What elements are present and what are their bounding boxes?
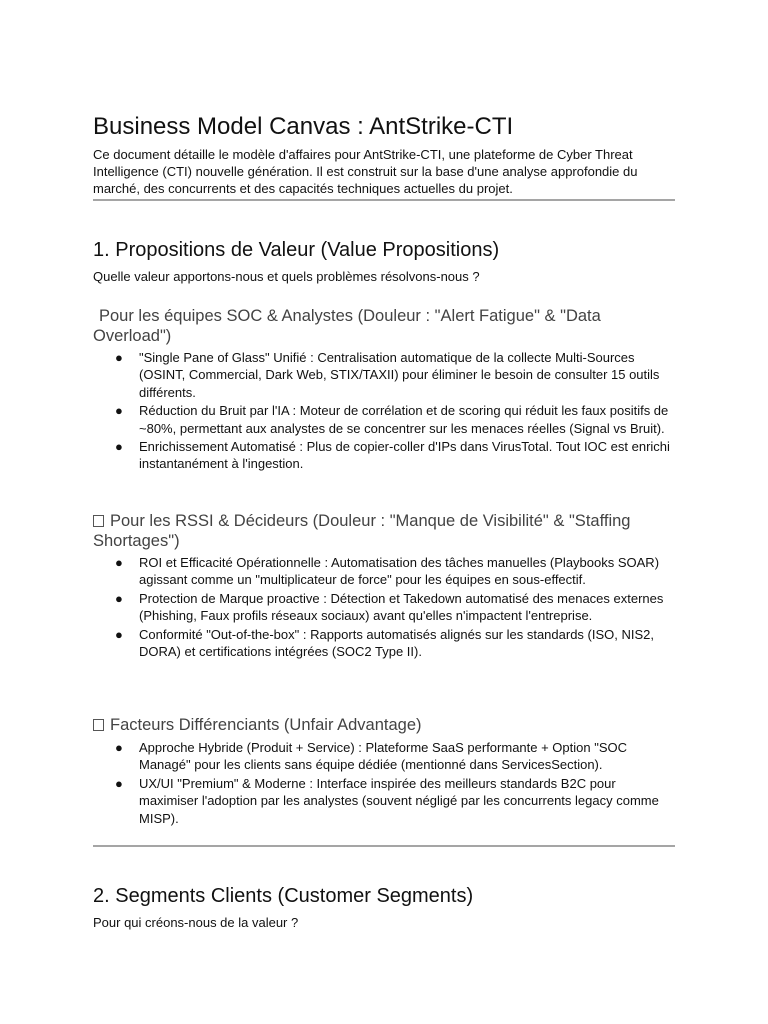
- subheading-facteurs-differenciants: [93, 715, 675, 735]
- list-item: [93, 775, 675, 827]
- document-intro: Ce document détaille le modèle d'affaires pour AntStrike-CTI, une plateforme de Cyber Threat Intelligence (CTI) nouvelle génération. Il est construit sur la base d'une analyse approfondie du marché, des concurrents et des capacités techniques actuelles du projet.: [93, 147, 638, 196]
- list-item: [93, 554, 675, 589]
- checkbox-icon: [93, 515, 104, 527]
- list-item: [93, 626, 675, 661]
- section-question: Quelle valeur apportons-nous et quels problèmes résolvons-nous ?: [93, 269, 480, 284]
- horizontal-rule: [93, 199, 675, 201]
- subheading-text: Pour les équipes SOC & Analystes (Douleur : "Alert Fatigue" & "Data Overload"): [93, 307, 601, 345]
- list-item-text: Réduction du Bruit par l'IA : Moteur de corrélation et de scoring qui réduit les faux positifs de ~80%, permettant aux analystes de se concentrer sur les menaces réelles (Signal vs Bruit).: [139, 403, 669, 436]
- checkbox-icon: [93, 719, 104, 731]
- bullet-icon: ●: [115, 775, 123, 791]
- section-heading-customer-segments: 2. Segments Clients (Customer Segments): [93, 885, 474, 907]
- subheading-soc-analysts: [93, 306, 675, 346]
- bullet-list: [93, 554, 675, 661]
- list-item-text: Protection de Marque proactive : Détection et Takedown automatisé des menaces externes (Phishing, Faux profils réseaux sociaux) avant qu'elles n'impactent l'entreprise.: [139, 590, 664, 624]
- list-item-text: ROI et Efficacité Opérationnelle : Automatisation des tâches manuelles (Playbooks SOAR) agissant comme un "multiplicateur de force" pour les équipes en sous-effectif.: [139, 555, 660, 588]
- section-question: Pour qui créons-nous de la valeur ?: [93, 915, 299, 930]
- bullet-icon: ●: [115, 555, 123, 570]
- bullet-icon: ●: [115, 626, 123, 642]
- list-item-text: Enrichissement Automatisé : Plus de copier-coller d'IPs dans VirusTotal. Tout IOC est enrichi instantanément à l'ingestion.: [139, 439, 670, 472]
- list-item: [93, 402, 675, 437]
- section-heading-value-propositions: 1. Propositions de Valeur (Value Propositions): [93, 239, 500, 261]
- list-item-text: Conformité "Out-of-the-box" : Rapports automatisés alignés sur les standards (ISO, NIS2, DORA) et certifications intégrées (SOC2 Type II).: [139, 626, 655, 660]
- subheading-text: Facteurs Différenciants (Unfair Advantage): [110, 716, 422, 734]
- document-title: Business Model Canvas : AntStrike-CTI: [93, 113, 514, 140]
- subheading-text: Pour les RSSI & Décideurs (Douleur : "Manque de Visibilité" & "Staffing Shortages"): [93, 512, 631, 550]
- list-item: [93, 349, 675, 401]
- list-item: [93, 590, 675, 625]
- list-item-text: Approche Hybride (Produit + Service) : Plateforme SaaS performante + Option "SOC Managé" pour les clients sans équipe dédiée (mentionné dans ServicesSection).: [139, 740, 628, 773]
- list-item-text: "Single Pane of Glass" Unifié : Centralisation automatique de la collecte Multi-Sources (OSINT, Commercial, Dark Web, STIX/TAXII) pour éliminer le besoin de consulter 15 outils différents.: [139, 350, 660, 400]
- bullet-icon: ●: [115, 403, 123, 419]
- bullet-icon: ●: [115, 439, 123, 455]
- bullet-icon: ●: [115, 740, 123, 755]
- list-item-text: UX/UI "Premium" & Moderne : Interface inspirée des meilleurs standards B2C pour maximiser l'adoption par les analystes (souvent négligé par les concurrents legacy comme MISP).: [139, 775, 659, 826]
- horizontal-rule: [93, 845, 675, 847]
- bullet-icon: ●: [115, 590, 123, 606]
- list-item: [93, 739, 675, 774]
- subheading-rssi-decideurs: [93, 511, 675, 551]
- bullet-list: [93, 739, 675, 828]
- bullet-icon: ●: [115, 350, 123, 365]
- list-item: [93, 438, 675, 473]
- bullet-list: [93, 349, 675, 474]
